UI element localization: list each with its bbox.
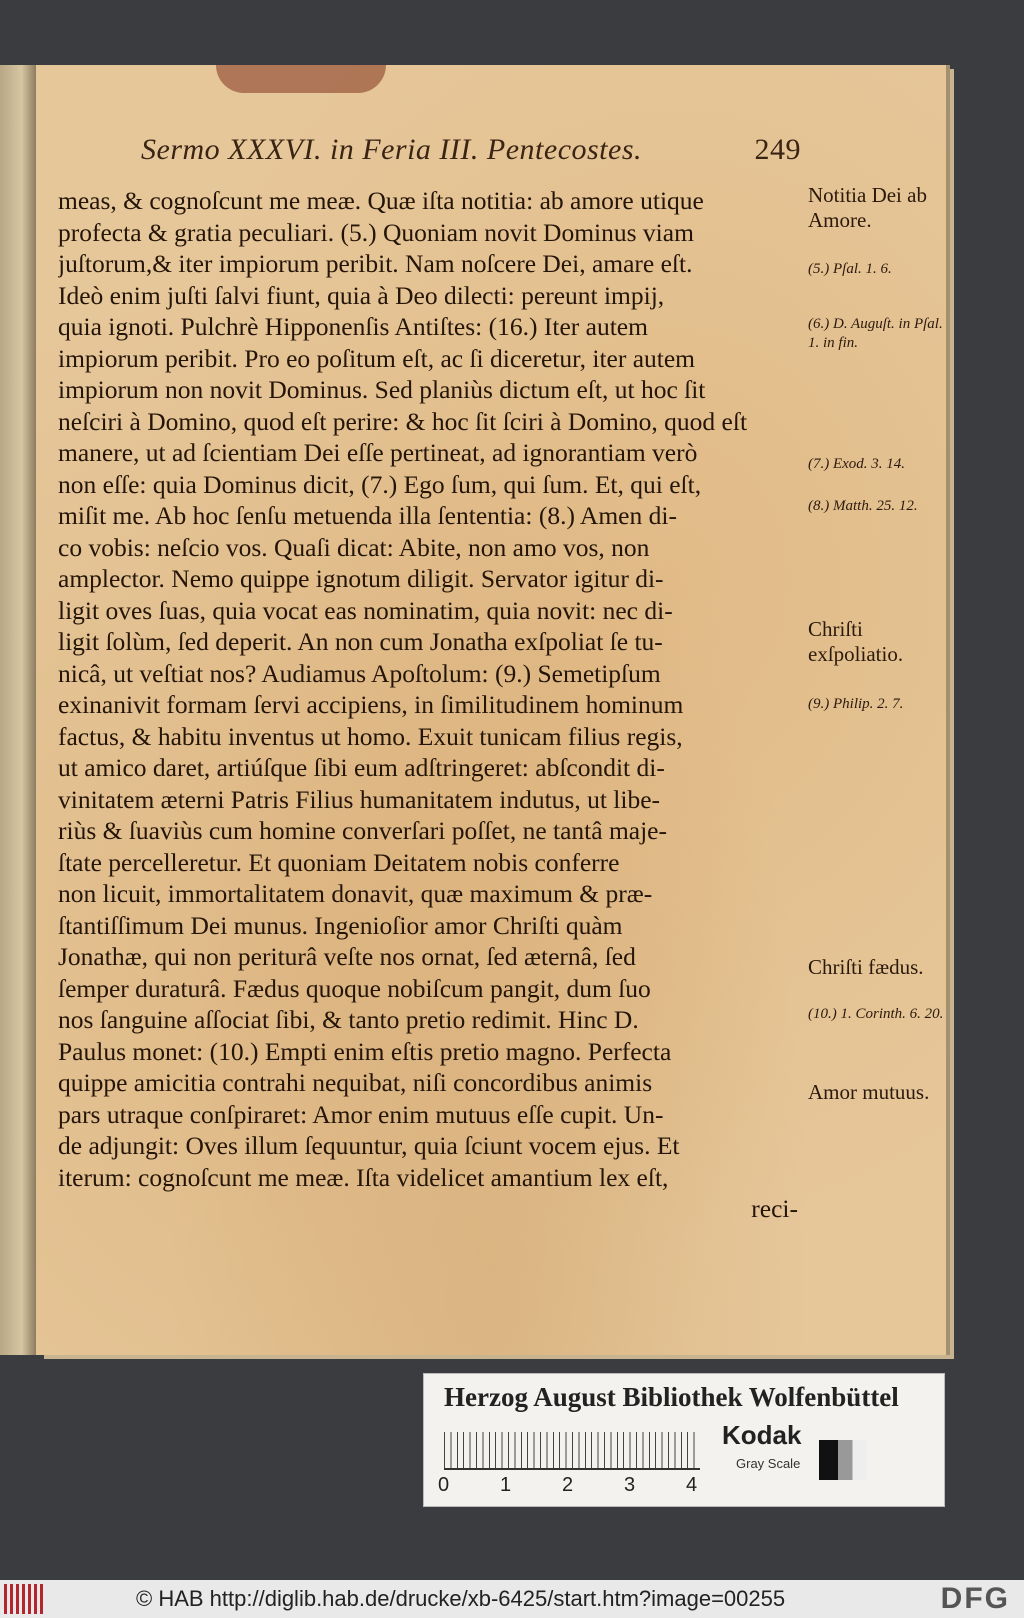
text-line: neſciri à Domino, quod eſt perire: & hoc ſit ſciri à Domino, quod eſt	[58, 406, 748, 436]
text-line: ſtate percelleretur. Et quoniam Deitatem nobis conferre	[58, 847, 620, 877]
text-line: meas, & cognoſcunt me meæ. Quæ iſta notitia: ab amore utique	[58, 186, 704, 215]
margin-reference: (6.) D. Auguſt. in Pſal. 1. in fin.	[808, 316, 943, 351]
ruler-label: 0	[438, 1474, 450, 1496]
text-line: non licuit, immortalitatem donavit, quæ maximum & præ-	[58, 879, 653, 908]
page-number: 249	[754, 133, 801, 166]
dfg-logo: DFG	[940, 1582, 1010, 1615]
measurement-ruler	[444, 1432, 700, 1470]
text-line: nos ſanguine aſſociat ſibi, & tanto pretio redimit. Hinc D.	[58, 1005, 639, 1034]
running-header	[141, 133, 801, 167]
catchword: reci-	[751, 1194, 798, 1223]
margin-heading: Notitia Dei ab Amore.	[808, 183, 927, 232]
ruler-label: 1	[500, 1474, 512, 1496]
ruler-label: 4	[686, 1474, 698, 1496]
margin-heading: Chriſti exſpoliatio.	[808, 617, 904, 666]
footer-credit-link[interactable]: © HAB http://diglib.hab.de/drucke/xb-6425/start.htm?image=00255	[136, 1586, 786, 1611]
text-line: de adjungit: Oves illum ſequuntur, quia ſciunt vocem ejus. Et	[58, 1131, 680, 1160]
ruler-label: 2	[562, 1474, 574, 1496]
margin-reference: (8.) Matth. 25. 12.	[808, 498, 918, 514]
color-calibration-card	[423, 1373, 945, 1507]
text-line: Ideò enim juſti ſalvi fiunt, quia à Deo dilecti: pereunt impij,	[58, 280, 665, 310]
ruler-label: 3	[624, 1474, 636, 1496]
margin-heading: Amor mutuus.	[808, 1080, 930, 1104]
text-line: ſemper duraturâ. Fædus quoque nobiſcum pangit, dum ſuo	[58, 973, 651, 1003]
text-line: juſtorum,& iter impiorum peribit. Nam noſcere Dei, amare eſt.	[58, 249, 693, 278]
text-line: amplector. Nemo quippe ignotum diligit. Servator igitur di-	[58, 564, 664, 593]
text-line: ſtantiſſimum Dei munus. Ingenioſior amor Chriſti quàm	[58, 910, 623, 940]
margin-heading: Chriſti fædus.	[808, 955, 924, 979]
text-line: Paulus monet: (10.) Empti enim eſtis pretio magno. Perfecta	[58, 1036, 672, 1066]
text-line: manere, ut ad ſcientiam Dei eſſe pertineat, ad ignorantiam verò	[58, 438, 698, 467]
text-line: vinitatem æterni Patris Filius humanitatem indutus, ut libe-	[58, 784, 661, 814]
text-line: ut amico daret, artiúſque ſibi eum adſtringeret: abſcondit di-	[58, 753, 665, 782]
text-line: impiorum non novit Dominus. Sed planiùs dictum eſt, ut hoc ſit	[58, 375, 706, 404]
text-line: quia ignoti. Pulchrè Hipponenſis Antiſtes: (16.) Iter autem	[58, 312, 648, 341]
text-line: profecta & gratia peculiari. (5.) Quoniam novit Dominus viam	[58, 217, 694, 247]
barcode-icon	[4, 1584, 46, 1614]
text-line: co vobis: neſcio vos. Quaſi dicat: Abite, non amo vos, non	[58, 532, 650, 562]
footer-bar	[0, 1580, 1024, 1618]
margin-reference: (5.) Pſal. 1. 6.	[808, 261, 892, 277]
text-line: nicâ, ut veſtiat nos? Audiamus Apoſtolum: (9.) Semetipſum	[58, 658, 661, 688]
text-line: factus, & habitu inventus ut homo. Exuit tunicam filius regis,	[58, 721, 683, 751]
margin-reference: (7.) Exod. 3. 14.	[808, 456, 906, 472]
margin-reference: (10.) 1. Corinth. 6. 20.	[808, 1006, 944, 1022]
page-stain	[216, 65, 386, 93]
previous-page-edge	[0, 65, 36, 1355]
text-line: Jonathæ, qui non periturâ veſte nos ornat, ſed æternâ, ſed	[58, 942, 636, 971]
text-line: pars utraque conſpiraret: Amor enim mutuus eſſe cupit. Un-	[58, 1099, 664, 1129]
main-text	[58, 185, 798, 1225]
kodak-logo: Kodak	[722, 1420, 802, 1450]
text-line: non eſſe: quia Dominus dicit, (7.) Ego ſum, qui ſum. Et, qui eſt,	[58, 469, 702, 499]
text-line: impiorum peribit. Pro eo poſitum eſt, ac ſi diceretur, iter autem	[58, 343, 696, 373]
book-page	[36, 65, 946, 1355]
library-name: Herzog August Bibliothek Wolfenbüttel	[444, 1382, 899, 1412]
margin-reference: (9.) Philip. 2. 7.	[808, 696, 904, 712]
text-line: exinanivit formam ſervi accipiens, in ſimilitudinem hominum	[58, 690, 684, 719]
text-line: ligit oves ſuas, quia vocat eas nominatim, quia novit: nec di-	[58, 595, 673, 625]
header-title: Sermo XXXVI. in Feria III. Pentecostes.	[141, 133, 643, 166]
gray-scale-label: Gray Scale	[736, 1456, 801, 1471]
text-line: miſit me. Ab hoc ſenſu metuenda illa ſententia: (8.) Amen di-	[58, 501, 677, 530]
gray-swatch	[819, 1440, 867, 1480]
text-line: ligit ſolùm, ſed deperit. An non cum Jonatha exſpoliat ſe tu-	[58, 627, 663, 656]
text-line: quippe amicitia contrahi nequibat, niſi concordibus animis	[58, 1068, 653, 1097]
text-line: iterum: cognoſcunt me meæ. Iſta videlicet amantium lex eſt,	[58, 1162, 669, 1192]
text-line: riùs & ſuaviùs cum homine converſari poſſet, ne tantâ maje-	[58, 816, 667, 845]
